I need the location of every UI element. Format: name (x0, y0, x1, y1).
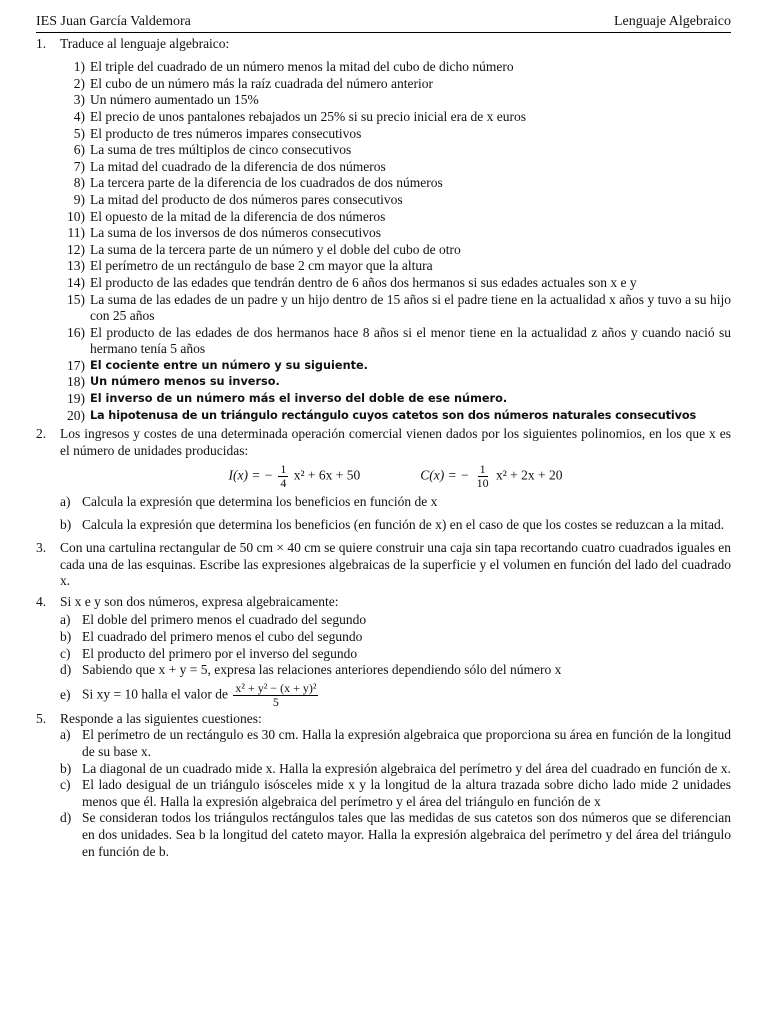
list-item: 1) El triple del cuadrado de un número menos la mitad del cubo de dicho número (73, 59, 514, 75)
subquestion-c: c) El lado desigual de un triángulo isósceles mide x y la longitud de la altura trazada sobre dicho lado mide 2 unidades menos que él. Halla la expresión algebraica del perímetro y el área del triángulo en función de x (60, 777, 731, 809)
subquestion-b: b) La diagonal de un cuadrado mide x. Halla la expresión algebraica del perímetro y del área del cuadrado en función de x. (60, 760, 731, 776)
subquestion-c: c) El producto del primero por el inverso del segundo (60, 645, 358, 661)
list-item: 3) Un número aumentado un 15% (73, 92, 259, 108)
income-formula: I(x) = − $\frac{1}{4}$ x² + 6x + 50 (228, 462, 361, 491)
question-number: 2. (36, 426, 47, 442)
question-1 (36, 36, 731, 425)
list-item: 19) El inverso de un número más el inverso del doble de ese número. (67, 391, 508, 407)
question-intro: Si x e y son dos números, expresa algebraicamente: (60, 593, 339, 609)
subquestion-b: b) El cuadrado del primero menos el cubo del segundo (60, 629, 363, 644)
cost-formula: C(x) = − $\frac{1}{10}$ x² + 2x + 20 (420, 462, 563, 491)
question-intro: Los ingresos y costes de una determinada operación comercial vienen dados por los siguientes polinomios, en los que x es el número de unidades producidas: (60, 426, 731, 458)
list-item: 20) La hipotenusa de un triángulo rectángulo cuyos catetos son dos números naturales consecutivos (67, 407, 697, 423)
list-item: 16) El producto de las edades de dos hermanos hace 8 años si el menor tiene en la actualidad z años y cuando nació su hermano tenía 5 años (67, 324, 731, 357)
page-header (36, 14, 731, 33)
list-item: 11) La suma de los inversos de dos números consecutivos (67, 225, 381, 241)
question-number: 4. (36, 593, 47, 609)
worksheet-page (36, 14, 731, 860)
list-item: 15) La suma de las edades de un padre y un hijo dentro de 15 años si el padre tiene en la actualidad x años y tuvo a su hijo con 25 años (67, 291, 731, 324)
question-intro: Responde a las siguientes cuestiones: (60, 710, 262, 726)
subquestion-a: a) El perímetro de un rectángulo es 30 cm. Halla la expresión algebraica que proporciona su área en función de la longitud de su base x. (60, 727, 731, 759)
subquestion-b: b) Calcula la expresión que determina los beneficios (en función de x) en el caso de que los costes se reduzcan a la mitad. (60, 517, 725, 533)
question-5 (36, 711, 731, 860)
worksheet-title: Lenguaje Algebraico (613, 14, 731, 29)
list-item: 14) El producto de las edades que tendrán dentro de 6 años dos hermanos si sus edades actuales son x e y (67, 274, 637, 290)
subquestion-d: d) Se consideran todos los triángulos rectángulos tales que las medidas de sus catetos son dos números que se diferencian en dos unidades. Sea b la longitud del cateto mayor. Halla la expresión algebraica del perímetro y del área del triángulo en función de b. (60, 810, 731, 859)
question-title: Traduce al lenguaje algebraico: (60, 35, 230, 51)
list-item: 18) Un número menos su inverso. (67, 374, 280, 390)
list-item: 17) El cociente entre un número y su siguiente. (67, 357, 368, 373)
list-item: 12) La suma de la tercera parte de un número y el doble del cubo de otro (67, 241, 461, 257)
subquestion-e: e) Si xy = 10 halla el valor de $\frac{\text{x² + y² − (x + y)²}}{5}$ (60, 680, 317, 709)
question-text: Con una cartulina rectangular de 50 cm × 40 cm se quiere construir una caja sin tapa recortando cuatro cuadrados iguales en cada una de las esquinas. Escribe las expresiones algebraicas de la superficie y el volumen en función del lado del cuadrado x. (60, 540, 731, 589)
list-item: 8) La tercera parte de la diferencia de los cuadrados de dos números (73, 175, 443, 191)
subquestion-a: a) El doble del primero menos el cuadrado del segundo (60, 612, 367, 628)
question-4 (36, 594, 731, 709)
question-3 (36, 540, 731, 590)
translation-list (60, 59, 731, 424)
expression-fraction: $\frac{\text{x² + y² − (x + y)²}}{5}$ (235, 680, 317, 709)
list-item: 13) El perímetro de un rectángulo de base 2 cm mayor que la altura (67, 258, 433, 274)
polynomial-formulas (60, 463, 731, 490)
list-item: 5) El producto de tres números impares consecutivos (73, 125, 362, 141)
question-2 (36, 426, 731, 534)
list-item: 4) El precio de unos pantalones rebajados un 25% si su precio inicial era de x euros (73, 108, 526, 124)
question-number: 5. (36, 710, 47, 726)
subquestion-a: a) Calcula la expresión que determina los beneficios en función de x (60, 494, 438, 510)
list-item: 6) La suma de tres múltiplos de cinco consecutivos (73, 142, 352, 158)
list-item: 9) La mitad del producto de dos números pares consecutivos (73, 191, 403, 207)
question-number: 1. (36, 35, 47, 51)
school-name: IES Juan García Valdemora (36, 14, 191, 29)
list-item: 2) El cubo de un número más la raíz cuadrada del número anterior (73, 75, 433, 91)
question-number: 3. (36, 540, 47, 556)
subquestion-d: d) Sabiendo que x + y = 5, expresa las relaciones anteriores dependiendo sólo del número x (60, 662, 562, 678)
list-item: 10) El opuesto de la mitad de la diferencia de dos números (67, 208, 386, 224)
list-item: 7) La mitad del cuadrado de la diferencia de dos números (73, 158, 386, 174)
